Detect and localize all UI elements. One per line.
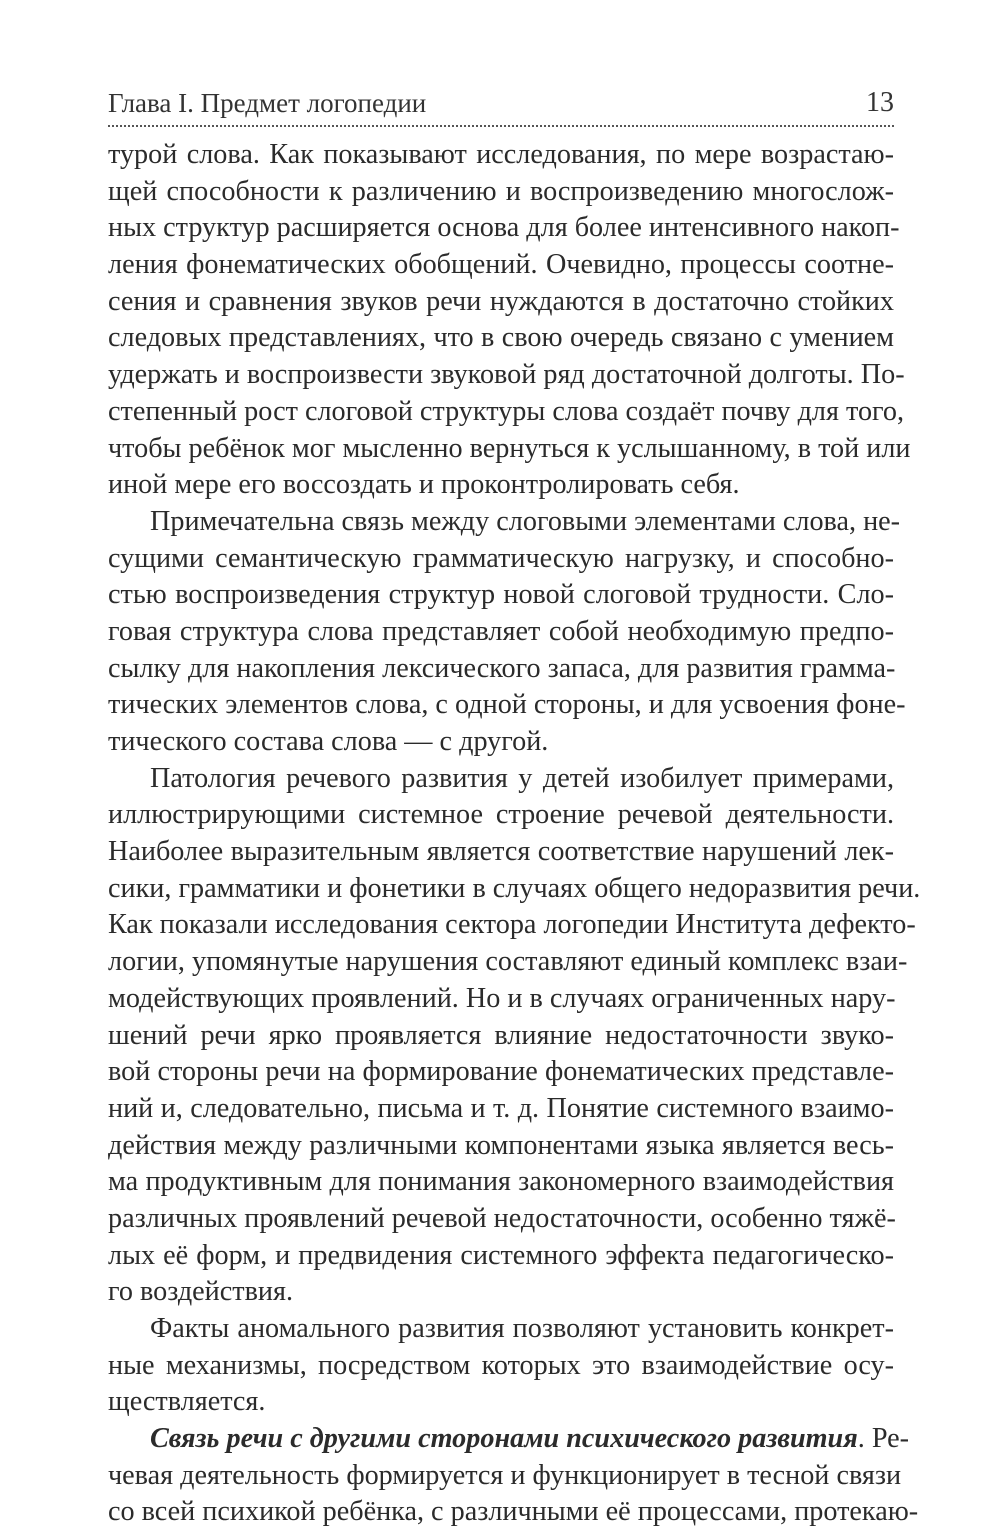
text-line: Патология речевого развития у детей изобилует примерами, (150, 762, 894, 794)
text-line: тического состава слова — с другой. (108, 726, 549, 757)
text-line: различных проявлений речевой недостаточности, особенно тяжё- (108, 1202, 896, 1234)
text-line: степенный рост слоговой структуры слова создаёт почву для того, (108, 395, 905, 427)
text-line: лых её форм, и предвидения системного эффекта педагогическо- (108, 1239, 894, 1271)
text-fragment: . Ре- (857, 1423, 910, 1455)
text-line: чтобы ребёнок мог мысленно вернуться к услышанному, в той или (108, 432, 911, 464)
text-line: сущими семантическую грамматическую нагрузку, и способно- (108, 542, 894, 574)
body-text (108, 137, 921, 1531)
text-line: щей способности к различению и воспроизведению многослож- (108, 175, 894, 207)
text-line: логии, упомянутые нарушения составляют единый комплекс взаи- (108, 946, 908, 978)
text-line: сылку для накопления лексического запаса, для развития грамма- (108, 652, 896, 684)
text-line: Примечательна связь между слоговыми элементами слова, не- (150, 505, 901, 537)
text-line: ний и, следовательно, письма и т. д. Понятие системного взаимо- (108, 1092, 894, 1124)
text-line: Факты аномального развития позволяют установить конкрет- (150, 1313, 894, 1344)
text-line: модействующих проявлений. Но и в случаях ограниченных нару- (108, 982, 896, 1014)
text-line: удержать и воспроизвести звуковой ряд достаточной долготы. По- (108, 359, 905, 391)
text-line: вой стороны речи на формирование фонематических представле- (108, 1056, 894, 1088)
text-line: ных структур расширяется основа для более интенсивного накоп- (108, 212, 900, 244)
text-line: Как показали исследования сектора логопедии Института дефекто- (108, 909, 916, 941)
paragraph (108, 137, 911, 504)
paragraph (108, 1421, 919, 1531)
text-line: чевая деятельность формируется и функционирует в тесной связи (108, 1459, 902, 1491)
text-line: ные механизмы, посредством которых это взаимодействие осу- (108, 1349, 894, 1381)
text-line: шений речи ярко проявляется влияние недостаточности звуко- (108, 1019, 894, 1051)
text-line: действия между различными компонентами языка является весь- (108, 1129, 894, 1161)
section-run-in-heading: Связь речи с другими сторонами психического развития (150, 1423, 858, 1455)
header-divider (108, 125, 894, 127)
text-line (108, 1421, 910, 1458)
text-line: стью воспроизведения структур новой слоговой трудности. Сло- (108, 579, 894, 611)
text-line: го воздействия. (108, 1276, 294, 1308)
paragraph (108, 761, 921, 1311)
text-line: следовых представлениях, что в свою очередь связано с умением (108, 322, 894, 354)
text-line: ществляется. (108, 1386, 266, 1418)
text-line: турой слова. Как показывают исследования, по мере возрастаю- (108, 139, 894, 170)
text-line: иллюстрирующими системное строение речевой деятельности. (108, 799, 894, 831)
page-number: 13 (866, 87, 894, 118)
text-line: ма продуктивным для понимания закономерного взаимодействия (108, 1166, 894, 1198)
chapter-title: Глава I. Предмет логопедии (108, 88, 427, 118)
text-line: иной мере его воссоздать и проконтролировать себя. (108, 469, 740, 501)
paragraph (108, 1311, 894, 1421)
text-line: тических элементов слова, с одной стороны, и для усвоения фоне- (108, 689, 906, 721)
text-line: сения и сравнения звуков речи нуждаются в достаточно стойких (108, 285, 894, 317)
text-line: со всей психикой ребёнка, с различными её процессами, протекаю- (108, 1496, 919, 1528)
text-line: говая структура слова представляет собой необходимую предпо- (108, 615, 894, 647)
text-line: ления фонематических обобщений. Очевидно, процессы соотне- (108, 249, 894, 281)
paragraph (108, 504, 906, 761)
text-line: Наиболее выразительным является соответствие нарушений лек- (108, 836, 894, 868)
text-line: сики, грамматики и фонетики в случаях общего недоразвития речи. (108, 872, 921, 904)
running-header (108, 84, 894, 124)
